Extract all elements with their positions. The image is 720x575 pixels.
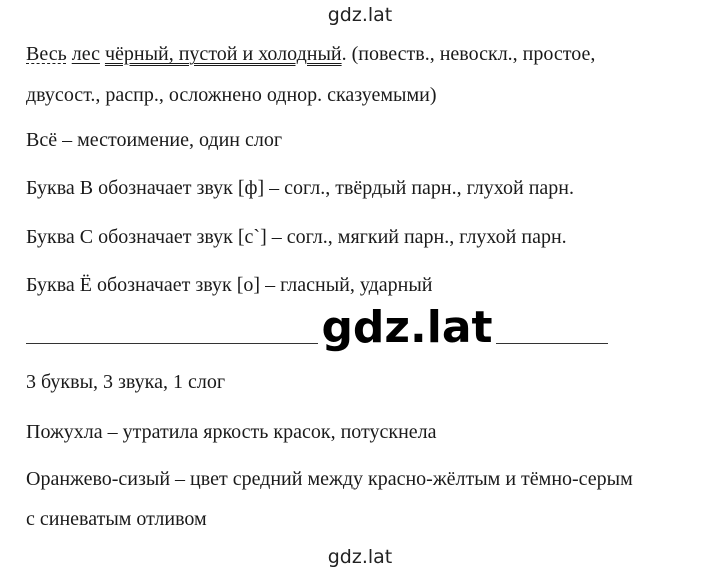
letter-s-line: Буква С обозначает звук [с`] – согл., мягкий парн., глухой парн.: [26, 226, 567, 248]
rule-left: [26, 343, 318, 344]
watermark-bottom: gdz.lat: [327, 546, 393, 568]
watermark-top: gdz.lat: [327, 4, 393, 26]
sentence-line: [26, 42, 595, 66]
subject-word: лес: [71, 43, 100, 65]
counts-line: 3 буквы, 3 звука, 1 слог: [26, 371, 226, 393]
definition-line-1: Пожухла – утратила яркость красок, потускнела: [26, 421, 437, 443]
definition-line-2: Оранжево-сизый – цвет средний между красно-жёлтым и тёмно-серым: [26, 468, 633, 490]
letter-yo-line: Буква Ё обозначает звук [о] – гласный, ударный: [26, 274, 433, 296]
watermark-divider: [0, 300, 720, 356]
analysis-line-2: двусост., распр., осложнено однор. сказуемыми): [26, 84, 437, 106]
subject-determiner: Весь: [26, 43, 67, 65]
word-analysis-line: Всё – местоимение, один слог: [26, 129, 283, 151]
letter-v-line: Буква В обозначает звук [ф] – согл., твёрдый парн., глухой парн.: [26, 177, 574, 199]
predicate-words: чёрный, пустой и холодный: [104, 43, 342, 65]
rule-right: [496, 343, 608, 344]
definition-line-3: с синеватым отливом: [26, 508, 207, 530]
sentence-analysis: . (повеств., невоскл., простое,: [341, 43, 596, 65]
watermark-middle: gdz.lat: [321, 302, 493, 353]
